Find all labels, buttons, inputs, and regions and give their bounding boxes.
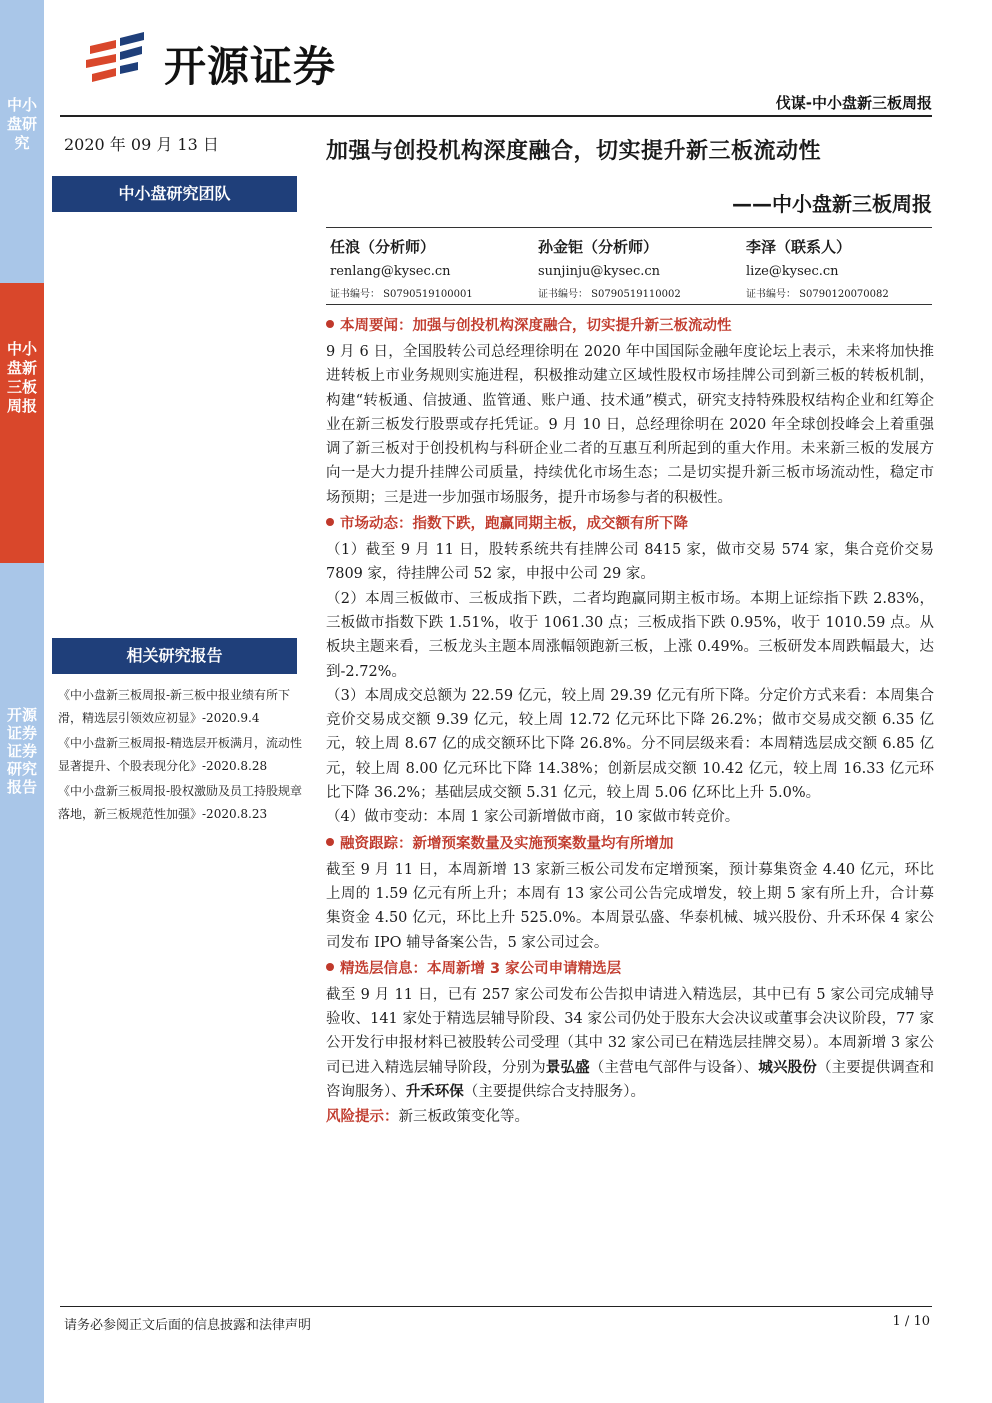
section-paragraph: （4）做市变动：本周 1 家公司新增做市商，10 家做市转竞价。	[326, 809, 740, 826]
sidebar-strip-bottom	[0, 563, 44, 1403]
sidebar-strip-accent	[0, 283, 44, 563]
report-date: 2020 年 09 月 13 日	[64, 135, 219, 154]
authors-divider-top	[326, 227, 932, 228]
section-paragraph: （3）本周成交总额为 22.59 亿元，较上周 29.39 亿元有所下降。分定价方式来看：本周集合竞价交易成交额 9.39 亿元，较上周 12.72 亿元环比下降 26.2%；做市交易成交额 6.35 亿元，较上周 8.67 亿的成交额环比下降 26.8%。分不同层级来看：本周精选层成交额 6.85 亿元，较上周 8.00 亿元环比下降 14.38%；创新层成交额 10.42 亿元，较上周 16.33 亿元环比下降 36.2%；基础层成交额 5.31 亿元，较上周 5.06 亿环比上升 5.0%。	[326, 687, 934, 802]
author-email[interactable]: lize@kysec.cn	[746, 264, 839, 279]
section-paragraph: 截至 9 月 11 日，本周新增 13 家新三板公司发布定增预案，预计募集资金 4.40 亿元，环比上周的 1.59 亿元有所上升；本周有 13 家公司公告完成增发，较上期 5 家有所上升，合计募集资金 4.50 亿元，环比上升 525.0%。本周景弘盛、华泰机械、城兴股份、升禾环保 4 家公司发布 IPO 辅导备案公告，5 家公司过会。	[326, 861, 934, 951]
section-heading: 市场动态：指数下跌，跑赢同期主板，成交额有所下降	[326, 510, 934, 538]
risk-warning	[326, 1104, 934, 1130]
related-reports-list	[58, 684, 314, 828]
footer-divider	[60, 1306, 932, 1307]
author-name: 任浪（分析师）	[330, 238, 436, 256]
author-name: 孙金钜（分析师）	[538, 238, 659, 256]
report-body	[326, 312, 934, 1130]
company-name: 城兴股份	[758, 1059, 817, 1076]
bullet-icon	[326, 518, 334, 526]
report-title: 加强与创投机构深度融合，切实提升新三板流动性	[326, 139, 822, 164]
bullet-icon	[326, 838, 334, 846]
risk-label: 风险提示：	[326, 1109, 399, 1126]
team-badge: 中小盘研究团队	[52, 176, 297, 212]
author-name: 李泽（联系人）	[746, 238, 852, 256]
sidebar-label-middle: 中小盘新三板周报	[6, 340, 37, 415]
author-card	[746, 236, 889, 300]
related-reports-heading: 相关研究报告	[52, 638, 297, 674]
author-card	[330, 236, 473, 300]
sidebar-label-bottom: 开源证券 证券研究报告	[6, 706, 37, 796]
author-cert: 证书编号： S0790519110002	[538, 289, 681, 300]
author-card	[538, 236, 681, 300]
disclaimer-note: 请务必参阅正文后面的信息披露和法律声明	[64, 1318, 312, 1333]
company-name: 景弘盛	[545, 1059, 590, 1076]
authors-divider-bottom	[326, 304, 932, 305]
page-number: 1 / 10	[892, 1314, 930, 1329]
author-email[interactable]: renlang@kysec.cn	[330, 264, 451, 279]
report-series: 伐谋-中小盘新三板周报	[775, 94, 932, 112]
bullet-icon	[326, 963, 334, 971]
section-heading: 本周要闻：加强与创投机构深度融合，切实提升新三板流动性	[326, 312, 934, 340]
related-report-item[interactable]: 《中小盘新三板周报-精选层开板满月，流动性显著提升、个股表现分化》-2020.8.28	[58, 736, 303, 773]
section-heading: 精选层信息：本周新增 3 家公司申请精选层	[326, 955, 934, 983]
kysec-logo-icon	[86, 32, 146, 84]
related-report-item[interactable]: 《中小盘新三板周报-新三板中报业绩有所下滑，精选层引领效应初显》-2020.9.4	[58, 688, 291, 725]
section-paragraph: （2）本周三板做市、三板成指下跌，二者均跑赢同期主板市场。本期上证综指下跌 2.83%，三板做市指数下跌 1.51%，收于 1061.30 点；三板成指下跌 0.95%，收于 1010.59 点。从板块主题来看，三板龙头主题本周涨幅领跑新三板，上涨 0.49%。三板研发本周跌幅最大，达到-2.72%。	[326, 590, 934, 680]
author-cert: 证书编号： S0790120070082	[746, 289, 889, 300]
company-name: 升禾环保	[405, 1084, 464, 1101]
section-paragraph: 9 月 6 日，全国股转公司总经理徐明在 2020 年中国国际金融年度论坛上表示，未来将加快推进转板上市业务规则实施进程，积极推动建立区域性股权市场挂牌公司到新三板的转板机制，构建“转板通、信披通、监管通、账户通、技术通”模式，研究支持特殊股权结构企业和红筹企业在新三板发行股票或存托凭证。9 月 10 日，总经理徐明在 2020 年全球创投峰会上着重强调了新三板对于创投机构与科研企业二者的互惠互利所起到的重大作用。未来新三板的发展方向一是大力提升挂牌公司质量，持续优化市场生态；二是切实提升新三板市场流动性，稳定市场预期；三是进一步加强市场服务，提升市场参与者的积极性。	[326, 344, 934, 506]
bullet-icon	[326, 320, 334, 328]
sidebar-label-top: 中小盘研究	[6, 96, 37, 152]
author-cert: 证书编号： S0790519100001	[330, 289, 473, 300]
section-paragraph: （1）截至 9 月 11 日，股转系统共有挂牌公司 8415 家，做市交易 574 家，集合竞价交易 7809 家，待挂牌公司 52 家，申报中公司 29 家。	[326, 542, 934, 583]
section-heading: 融资跟踪：新增预案数量及实施预案数量均有所增加	[326, 830, 934, 858]
related-report-item[interactable]: 《中小盘新三板周报-股权激励及员工持股规章落地，新三板规范性加强》-2020.8.23	[58, 784, 303, 821]
brand-name: 开源证券	[164, 42, 337, 91]
risk-text: 新三板政策变化等。	[398, 1109, 529, 1126]
author-email[interactable]: sunjinju@kysec.cn	[538, 264, 661, 279]
section-paragraph: 截至 9 月 11 日，已有 257 家公司发布公告拟申请进入精选层，其中已有 5 家公司完成辅导验收、141 家处于精选层辅导阶段、34 家公司仍处于股东大会决议或董事会决议阶段，77 家公开发行申报材料已被股转公司受理（其中 32 家公司已在精选层挂牌交易）。本周新增 3 家公司已进入精选层辅导阶段，分别为景弘盛（主营电气部件与设备）、城兴股份（主要提供调查和咨询服务）、升禾环保（主要提供综合支持服务）。	[326, 986, 935, 1101]
report-subtitle: ——中小盘新三板周报	[732, 192, 932, 216]
header-divider	[60, 115, 932, 117]
